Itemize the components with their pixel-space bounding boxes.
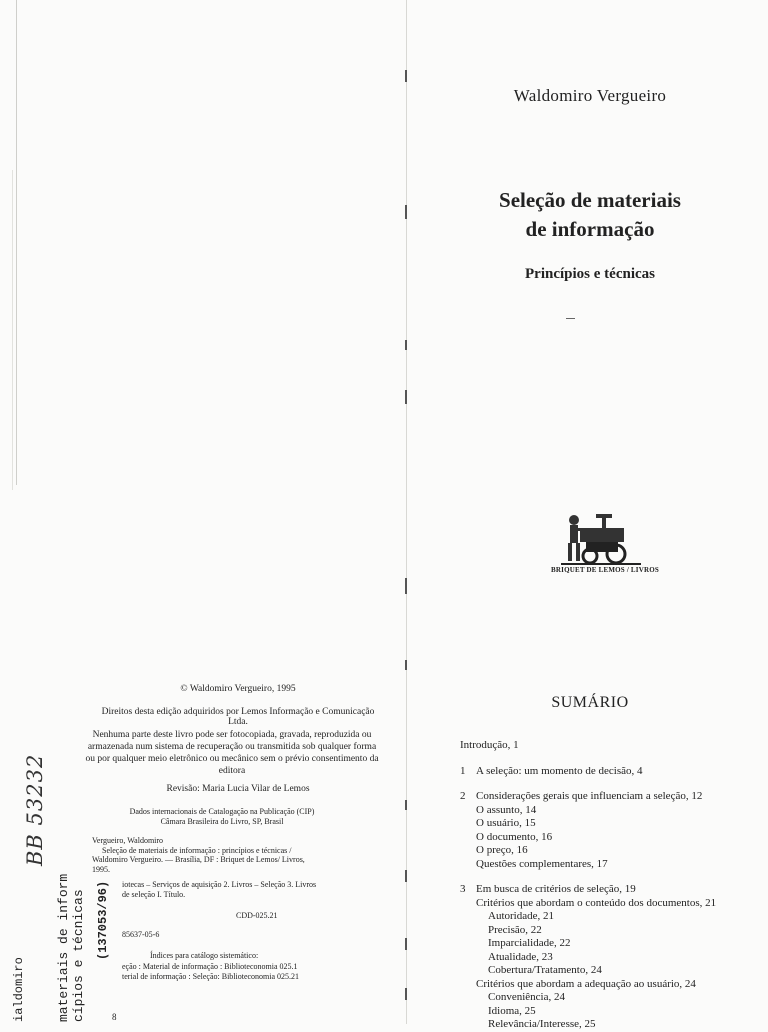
toc-entry-text: Questões complementares, 17 <box>476 857 608 870</box>
toc-entry <box>460 817 760 831</box>
toc-chapter-number <box>460 897 476 911</box>
printing-press-logo-icon <box>556 506 646 568</box>
isbn-number: 85637-05-6 <box>122 930 160 939</box>
toc-spacer <box>460 871 760 883</box>
toc-chapter-number <box>460 910 476 924</box>
fold-mark <box>405 800 407 810</box>
cip-line: Dados internacionais de Catalogação na Publicação (CIP) <box>129 807 315 816</box>
toc-entry-text: O documento, 16 <box>476 830 553 843</box>
subject-line: de seleção I. Título. <box>122 889 186 899</box>
toc-entry-text: Critérios que abordam o conteúdo dos documentos, 21 <box>476 896 717 909</box>
toc-entry <box>460 991 760 1005</box>
toc-chapter-number <box>460 817 476 831</box>
spine-code-label: (137053/96) <box>96 880 110 960</box>
toc-chapter-number <box>460 1005 476 1019</box>
toc-chapter-number: 1 <box>460 764 466 777</box>
toc-chapter-number <box>460 1018 476 1032</box>
catalog-line: 1995. <box>92 864 110 874</box>
author-name: Waldomiro Vergueiro <box>513 86 667 105</box>
indices-list <box>122 962 352 982</box>
catalog-line: Waldomiro Vergueiro. — Brasília, DF : Briquet de Lemos/ Livros, <box>92 855 305 864</box>
toc-entry-text: Imparcialidade, 22 <box>488 937 571 949</box>
catalog-line: Seleção de materiais de informação : princípios e técnicas / <box>102 845 292 855</box>
spine-title-line: cípios e técnicas <box>71 889 86 1022</box>
toc-chapter-number <box>460 937 476 951</box>
table-of-contents <box>460 739 760 1032</box>
toc-entry-text: Relevância/Interesse, 25 <box>488 1018 596 1030</box>
toc-chapter-number: 3 <box>460 883 466 895</box>
toc-entry <box>460 804 760 818</box>
book-title-line1: Seleção de materiais <box>499 188 681 212</box>
toc-chapter-number <box>460 858 476 872</box>
toc-entry-text: Autoridade, 21 <box>488 910 554 922</box>
notice-line: Nenhuma parte deste livro pode ser fotocopiada, gravada, reproduzida ou <box>92 730 372 740</box>
toc-entry-text: Precisão, 22 <box>488 923 542 936</box>
index-line: eção : Material de informação : Biblioteconomia 025.1 <box>122 962 298 971</box>
toc-entry-text: O usuário, 15 <box>476 817 536 829</box>
toc-entry-text: O preço, 16 <box>476 844 528 856</box>
spine-title-line: materiais de inform <box>56 873 71 1022</box>
toc-entry-text: Introdução, 1 <box>460 739 519 751</box>
fold-mark <box>405 205 407 219</box>
toc-spacer <box>460 753 760 765</box>
toc-entry <box>460 844 760 858</box>
toc-entry <box>460 964 760 978</box>
toc-entry <box>460 858 760 872</box>
toc-entry <box>460 978 760 992</box>
toc-entry <box>460 937 760 951</box>
toc-chapter-number <box>460 978 476 992</box>
toc-entry <box>460 951 760 965</box>
subject-line: iotecas – Serviços de aquisição 2. Livros – Seleção 3. Livros <box>122 880 317 889</box>
toc-entry <box>460 739 760 753</box>
handwritten-call-number: BB 53232 <box>23 753 47 866</box>
notice-line: armazenada num sistema de recuperação ou transmitida sob qualquer forma <box>87 742 377 752</box>
toc-chapter-number: 2 <box>460 790 466 802</box>
index-line: terial de informação : Seleção: Biblioteconomia 025.21 <box>122 972 300 981</box>
toc-entry-text: O assunto, 14 <box>476 803 537 816</box>
toc-entry-text: Considerações gerais que influenciam a seleção, 12 <box>476 790 703 802</box>
book-subtitle: Princípios e técnicas <box>525 266 655 282</box>
toc-entry <box>460 883 760 897</box>
toc-entry-text: Critérios que abordam a adequação ao usuário, 24 <box>476 977 696 990</box>
book-title <box>430 186 750 244</box>
book-title-line2: de informação <box>525 217 655 241</box>
toc-chapter-number <box>460 951 476 965</box>
cdd-number: CDD-025.21 <box>236 911 278 920</box>
fold-mark <box>405 390 407 404</box>
toc-entry-text: Conveniência, 24 <box>488 991 565 1003</box>
toc-chapter-number <box>460 831 476 845</box>
toc-entry-text: Em busca de critérios de seleção, 19 <box>476 883 636 895</box>
copyright-line: © Waldomiro Vergueiro, 1995 <box>180 684 296 694</box>
catalog-record <box>92 836 342 874</box>
indices-heading: Índices para catálogo sistemático: <box>150 951 259 960</box>
toc-entry <box>460 790 760 804</box>
catalog-entry: Vergueiro, Waldomiro <box>92 836 164 845</box>
toc-entry <box>460 765 760 779</box>
toc-chapter-number <box>460 804 476 818</box>
toc-chapter-number <box>460 844 476 858</box>
fold-mark <box>405 988 407 1000</box>
toc-entry-text: Cobertura/Tratamento, 24 <box>488 964 602 976</box>
fold-mark <box>405 938 407 950</box>
fold-mark <box>405 578 407 594</box>
toc-chapter-number <box>460 964 476 978</box>
toc-entry <box>460 831 760 845</box>
toc-entry-text: A seleção: um momento de decisão, 4 <box>476 764 643 777</box>
toc-chapter-number <box>460 924 476 938</box>
toc-entry-text: Atualidade, 23 <box>488 950 553 963</box>
toc-entry <box>460 1018 760 1032</box>
spine-author-label: ialdomiro <box>12 957 26 1022</box>
catalog-subjects <box>122 880 352 899</box>
reproduction-notice <box>82 729 382 777</box>
toc-spacer <box>460 778 760 790</box>
toc-entry <box>460 924 760 938</box>
cip-line: Câmara Brasileira do Livro, SP, Brasil <box>160 817 284 826</box>
spine-title-label <box>56 874 86 1022</box>
revision-credit: Revisão: Maria Lucia Vilar de Lemos <box>166 784 310 794</box>
toc-entry <box>460 897 760 911</box>
rights-statement: Direitos desta edição adquiridos por Lemos Informação e Comunicação Ltda. <box>101 707 375 727</box>
summary-heading: SUMÁRIO <box>551 694 629 711</box>
fold-mark <box>405 870 407 882</box>
scan-edge-line <box>12 170 13 490</box>
fold-mark <box>405 340 407 350</box>
page-fragment: 8 <box>112 1012 117 1022</box>
toc-entry <box>460 1005 760 1019</box>
publisher-name: BRIQUET DE LEMOS / LIVROS <box>551 566 659 574</box>
notice-line: ou por qualquer meio eletrônico ou mecânico sem o prévio consentimento da <box>85 754 379 764</box>
decorative-dash <box>566 318 575 319</box>
toc-chapter-number <box>460 991 476 1005</box>
toc-entry-text: Idioma, 25 <box>488 1004 536 1017</box>
toc-entry <box>460 910 760 924</box>
scan-edge-line <box>16 0 17 485</box>
fold-mark <box>405 70 407 82</box>
cip-heading <box>92 807 352 827</box>
fold-mark <box>405 660 407 670</box>
notice-line: editora <box>218 766 246 776</box>
